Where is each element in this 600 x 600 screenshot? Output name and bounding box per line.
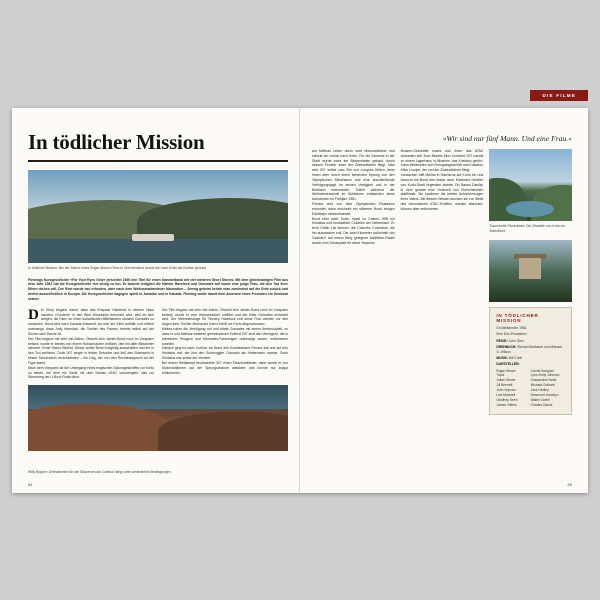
cast-list [496,369,565,409]
photo-cortina-ski [28,385,288,451]
info-label-drehbuch: DREHBUCH: [496,344,517,349]
info-line-musik [496,356,565,361]
info-line-drehbuch [496,345,565,355]
body-paragraph: Der Film begann mit sehr viel Action, Obwohl sich James Bond noch im Vorspann befand, wurde er bereits von einem Hubschrauber entführt, den ein alter Bekannter steuerte: Ernst Stavro Blofeld. Dieser wollte Bond endgültig ausschalten und ihn in den Tod schicken. Doch 007 siegte in letzter Sekunde und ließ den Bösewicht in einem Schornstein verschwinden – ein Gag, der von den Rechteanspruch an der Figur stand. [28,336,154,365]
pull-quote: »Wir sind nur fünf Mann. Und eine Frau.« [442,134,572,143]
info-label-cast [496,362,565,367]
body-paragraph: Danach ging es nach Cortina, wo Bond den Kontaktmann Ferrara traf und auf Aris Kristatos traf, der ihm den Schmuggler Columbo als Hintermann nannte. Doch Kristatos war selbst der Verräter. [162,346,288,361]
info-line: Eine Eon-Produktion [496,332,527,337]
cast-member: Carole Bouquet [530,368,554,373]
info-value-regie: John Glen [508,338,524,343]
info-label-musik: MUSIK: [496,356,509,361]
info-line-regie [496,339,565,344]
body-paragraph: Der Story begann damit, dass das Ehepaar Havelock in seinem Haus namens »Content« in den Blue Mountains ermordet wird, weil es sich weigert, die Farm an einen kubanischen Mittelsmann namens Gonzales zu verkaufen. Bond wird nach Kanada entsandt, wo sich der Killer aufhält, und erfährt unterwegs, dass Judy Havelock, die Tochter des Paares, bereits selbst auf der Suche nach Rache ist. [28,306,154,336]
film-info-box [489,307,572,415]
cast-member: Roger Moore [496,368,516,373]
right-page [300,93,588,493]
photo4-hut [519,258,540,279]
photo-korfu-coast [28,170,288,263]
info-box-heading: IN TÖDLICHER MISSION [496,313,539,324]
photo-water [28,239,288,263]
cast-member: Cassandra Harris [530,378,557,383]
body-paragraph: auf Melinas Leben durch zwei Motorradfahrer und schickt sie zurück nach Korfu. Für die Szenerie in der Stadt wurde extra ein Blumenladen gebaut, durch dessen Fenster einer der Zweiradfahrer fliegt. Man wird 007 selbst zum Ziel von Locques Killern, beim Ihnen aber durch einen beherzten Sprung von den Olympischen Skischanze und eine anschließende Verfolgungsjagd im seinen Vestigkeit und in der Bobbahn entkommen. Dabei während der Weltmeisterschaft im Bobfahren entstanden diese Aufnahmen im Frühjahr 1981. [312,149,395,202]
cast-heading: DARSTELLER: [496,362,520,367]
cast-member: James Villiers [496,403,517,408]
cast-member: Julian Glover [496,378,516,383]
right-columns [312,149,572,415]
cast-member: Jill Bennett [496,383,513,388]
body-paragraph: Melina nahm die Verfolgung auf und tötete Gonzales mit einem Armbrustpfeil, so dass er und Melinas weiteren gemeinsamen Exfeind 007 sind den Verfolgern, die in schwerem Peugeot und Mercedes-Fahrzeugen unterwegs waren, entkommen konnten. [162,327,288,346]
body-paragraph: Ferrara wird von dem Olympischen Eisstadion ermordet, dann erscheint ein silberner Bond einigen Edelsteps nebeneinander. [312,202,395,216]
lead-paragraph: Flemings Kurzgeschichte »For Your Eyes Only« (erschien 1960 den Titel für einen Sammelband mit vier weiteren Short Stories. Mit dem gleichnamigen Film aus dem Jahr 1981 hat die Kurzgeschichte nur wenig zu tun. Er tauchte lediglich die Namen Havelock und Gonzales auf sowie eine junge Frau, die den Tod ihrer Eltern rächen will. Der Rest wurde neu erfunden, aber nach dem Weltraumabenteuer Moonraker – Streng geheim kehrte man zumindest auf die Erde zurück und drehte ausschließlich in Europa. Die Kurzgeschichte dagegen spielt in Jamaika und in Kanada. Fleming wollte damit dem Amerano eines Freundes ein Denkmal setzen. [28,277,288,301]
left-column-1 [28,308,154,380]
folio-left: 84 [28,482,33,487]
cast-member: Lois Maxwell [496,393,516,398]
page-title: In tödlicher Mission [28,130,205,154]
photo-citadel-korfu [489,149,572,221]
cast-member: Michael Gothard [530,383,555,388]
photo-caption-3: Traumhafte Filmkulisse: Die Zitadelle von Korfu im Abendlicht. [489,224,565,233]
photo-boat [132,234,174,241]
left-columns [28,308,288,380]
folio-right: 85 [567,482,572,487]
title-rule [28,160,288,162]
info-label-regie: REGIE: [496,338,508,343]
right-column-1 [312,149,395,415]
magazine-spread [12,93,588,493]
body-paragraph: Der Film begann mit sehr viel Action, Obwohl sich James Bond noch im Vorspann befand, wurde er vom Hubschrauber entführt und der Killer Gonzales ermordet wird. Der Meeresbiologe Sir Timothy Havelock und seine Frau werden vor den Augen ihrer Tochter Melina auf ihrem Schiff vor Korfu abgeschossen. [162,307,288,327]
photo3-bay [506,201,554,217]
cast-member: Geoffrey Keen [496,398,518,403]
photo2-rock-left [28,404,171,452]
cast-member: Jack Hedley [530,388,549,393]
body-paragraph: Bond reist nach Korfu, spielt im Casino, trifft mit Kristatos und beobachtet Columbo am Nebentisch. Er lernt Gräfin Lisl kennen, die Columbo Columbos, die ihn ausmachen soll. Der zwei Kilometer außerhalb von Castosi-Il auf einem Berg gelegene Achilleion-Palast wurde zum Schauplatz für diese Sequenz. [312,216,395,245]
body-paragraph: Nach dem Vorspann ist der Untergang eines englischen Spionageschiffes vor Korfu zu sehen, bei dem ein Gerät mit dem Namen ATAC verlorengeht, das zur Steuerung der U-Boot-Flotte dient. [28,365,154,380]
info-value-drehbuch: Richard Maibaum und Michael G. Wilson [496,344,562,354]
cast-member: Topol [496,373,505,378]
cast-member: Lynn-Holly Johnson [530,373,560,378]
cast-member: John Wyman [496,388,516,393]
photo-caption-1: In tödlicher Mission: Bei der Szene eines Roger-Moore-Films in Griechenland wurde die Insel Korfu als Kulisse genutzt. [28,266,208,270]
left-page [12,108,300,493]
info-line: Großbritannien 1981 [496,326,527,331]
info-value-musik: Bill Conti [509,356,523,361]
cast-member: Walter Gotell [530,398,550,403]
left-column-2 [162,308,288,380]
body-paragraph: Bei einem Wettkampf beobachtete 007 einen Eisschnellläufer, dann wurde er von Motorradfahrern auf der Sprungschanze attackiert und konnte nur knapp entkommen. [162,360,288,375]
section-tab: DIE FILME [530,90,588,101]
right-column-3 [489,149,572,415]
photo-caption-2: Willy Bogner: Dreharbeiten für die Skiszenen am Cortina-Hang unter winterlichen Bedingungen. [28,470,172,474]
body-paragraph: Inzwischen trifft Melina in Hächerna auf Korfu ein und besucht mit Bond den etwas neun Kilometer nördlich von Korfu-Stadt liegenden kleinen Ort Bassa Danilia, in dem gerade eine Hochzeit von Einheimischen stattfindet. Sie studieren die letzten Aufzeichnungen ihres Vaters. Mit diesem Wissen tauchen sie zur Stelle des versunkenen ATAC-Schiffes, werden attackiert, können aber entkommen. [400,173,484,211]
photo-village [489,240,572,302]
right-column-2 [401,149,484,415]
cast-member: Charles Dance [530,403,553,408]
photo2-rock-right [158,412,288,452]
cast-member: Desmond Llewelyn [530,393,559,398]
body-paragraph: Bussen-Geschäfte macht und ihnen das ATAC verkaufen will. Zum Beweis führt Columbo 007 nachts zu einem Lagerhaus in Albanien, das Kristatos gehört. Dann bekämpfen sich Rohrgussgeschäft und Kristatos' Killer Locque, der von der Zweiradfahrer fliegt. [400,149,484,173]
